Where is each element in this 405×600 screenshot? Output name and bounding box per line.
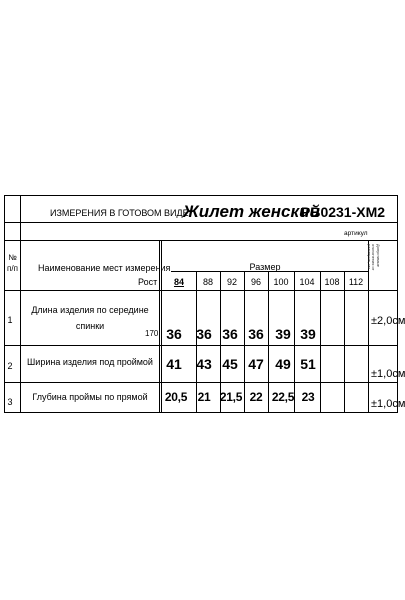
tolerance-note: Допустимые отклонения от размеров, см — [366, 244, 381, 271]
article-label: артикул — [344, 230, 368, 237]
rule-top — [4, 195, 398, 196]
col-sep-3 — [244, 271, 245, 413]
height-value: 170 — [145, 329, 159, 338]
size-header-96: 96 — [250, 277, 262, 287]
row1-name-line2: спинки — [75, 321, 105, 331]
row3-num: 3 — [7, 397, 13, 407]
row1-tolerance: ±2,0см — [371, 315, 405, 327]
size-header-100: 100 — [273, 277, 289, 287]
row3-value-84: 20,5 — [164, 390, 188, 404]
row2-name: Ширина изделия под проймой — [27, 357, 153, 367]
col-num-sep — [20, 195, 21, 413]
rule-row1-bottom — [4, 345, 398, 346]
row3-value-100: 22,5 — [271, 390, 295, 404]
size-header-92: 92 — [226, 277, 238, 287]
col-name-header: Наименование мест измерения — [38, 263, 171, 273]
row2-value-84: 41 — [166, 356, 182, 372]
col-size-header: Размер — [249, 262, 281, 272]
article-code: РВ0231-ХМ2 — [301, 204, 386, 220]
size-header-112: 112 — [348, 277, 364, 287]
size-header-108: 108 — [324, 277, 340, 287]
row3-value-104: 23 — [301, 390, 315, 404]
size-header-88: 88 — [202, 277, 214, 287]
col-height-header: Рост — [138, 277, 158, 287]
col-sep-7 — [344, 271, 345, 413]
row1-value-100: 39 — [275, 326, 291, 342]
row1-value-96: 36 — [248, 326, 264, 342]
row3-tolerance: ±1,0см — [371, 398, 405, 410]
rule-bottom — [4, 412, 398, 413]
rule-header-bottom — [4, 290, 398, 291]
row1-num: 1 — [7, 315, 13, 325]
row1-value-92: 36 — [222, 326, 238, 342]
size-header-104: 104 — [299, 277, 315, 287]
border-left — [4, 195, 5, 413]
row2-value-100: 49 — [275, 356, 291, 372]
row3-value-88: 21 — [197, 390, 211, 404]
rule-row2-bottom — [4, 382, 398, 383]
row2-tolerance: ±1,0см — [371, 368, 405, 380]
row1-value-88: 36 — [196, 326, 212, 342]
row1-value-104: 39 — [300, 326, 316, 342]
row2-value-88: 43 — [196, 356, 212, 372]
subtitle: ИЗМЕРЕНИЯ В ГОТОВОМ ВИДЕ — [50, 208, 189, 218]
col-sep-5 — [294, 271, 295, 413]
rule-article-bottom — [4, 240, 398, 241]
col-sep-4 — [268, 271, 269, 413]
product-title: Жилет женский — [183, 202, 320, 221]
row1-value-84: 36 — [166, 326, 182, 342]
row2-num: 2 — [7, 361, 13, 371]
size-header-84: 84 — [173, 277, 185, 287]
row3-name: Глубина проймы по прямой — [32, 392, 148, 402]
row3-value-96: 22 — [249, 390, 263, 404]
rule-title-bottom — [4, 222, 398, 223]
row2-value-104: 51 — [300, 356, 316, 372]
border-right — [397, 195, 398, 413]
row3-value-92: 21,5 — [219, 390, 243, 404]
row2-value-92: 45 — [222, 356, 238, 372]
col-sep-6 — [320, 271, 321, 413]
row1-name-line1: Длина изделия по середине — [31, 305, 149, 315]
row2-value-96: 47 — [248, 356, 264, 372]
col-num-header: № п/п — [7, 253, 18, 273]
